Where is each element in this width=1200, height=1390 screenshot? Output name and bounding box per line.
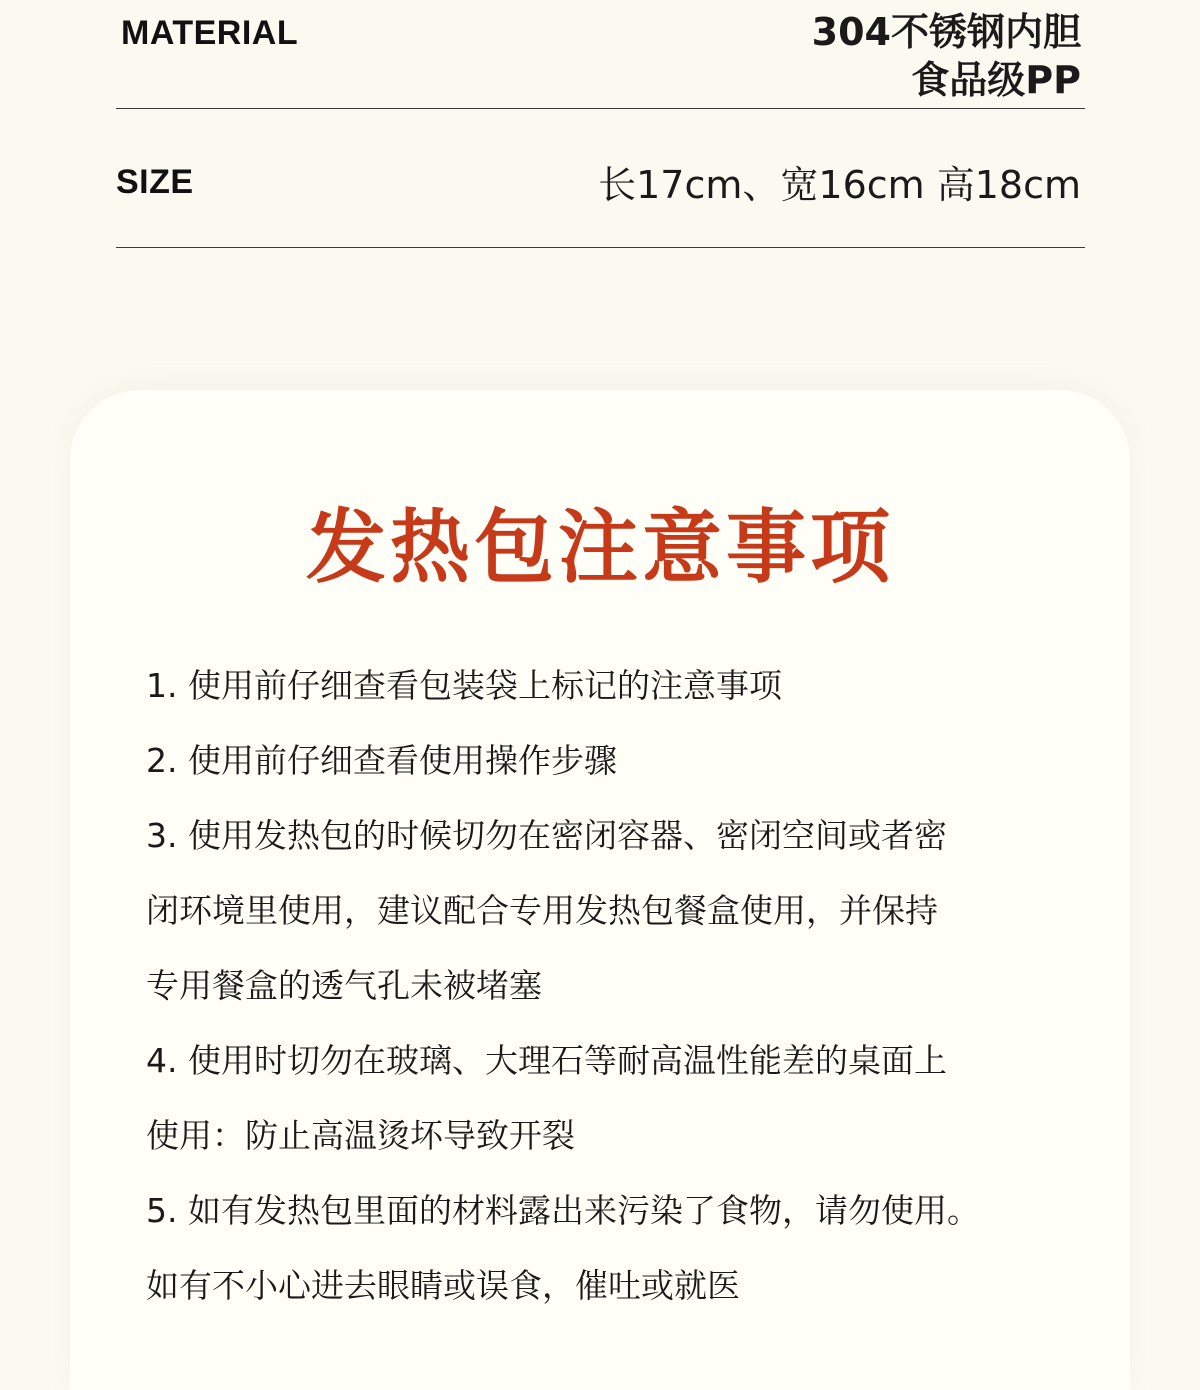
- notice-card: [70, 390, 1130, 1390]
- notice-line: 2. 使用前仔细查看使用操作步骤: [146, 741, 617, 780]
- notice-line: 如有不小心进去眼睛或误食，催吐或就医: [146, 1266, 740, 1305]
- size-value: 长17cm、宽16cm 高18cm: [598, 163, 1081, 207]
- spec-row-material: [116, 0, 1085, 109]
- size-label: SIZE: [116, 163, 194, 201]
- notice-title: 发热包注意事项: [306, 501, 894, 594]
- material-value: [812, 8, 1081, 104]
- material-value-line: 食品级PP: [911, 58, 1081, 102]
- notice-line: 3. 使用发热包的时候切勿在密闭容器、密闭空间或者密: [146, 816, 947, 855]
- notice-line: 4. 使用时切勿在玻璃、大理石等耐高温性能差的桌面上: [146, 1041, 947, 1080]
- spec-table: [116, 0, 1085, 248]
- spec-row-size: [116, 109, 1085, 248]
- material-label: MATERIAL: [121, 14, 299, 52]
- notice-list: [146, 648, 1106, 1323]
- notice-line: 5. 如有发热包里面的材料露出来污染了食物，请勿使用。: [146, 1191, 980, 1230]
- notice-line: 1. 使用前仔细查看包装袋上标记的注意事项: [146, 666, 782, 705]
- notice-line: 专用餐盒的透气孔未被堵塞: [146, 966, 542, 1005]
- notice-line: 闭环境里使用，建议配合专用发热包餐盒使用，并保持: [146, 891, 938, 930]
- notice-line: 使用：防止高温烫坏导致开裂: [146, 1116, 575, 1155]
- material-value-line: 304不锈钢内胆: [811, 10, 1081, 54]
